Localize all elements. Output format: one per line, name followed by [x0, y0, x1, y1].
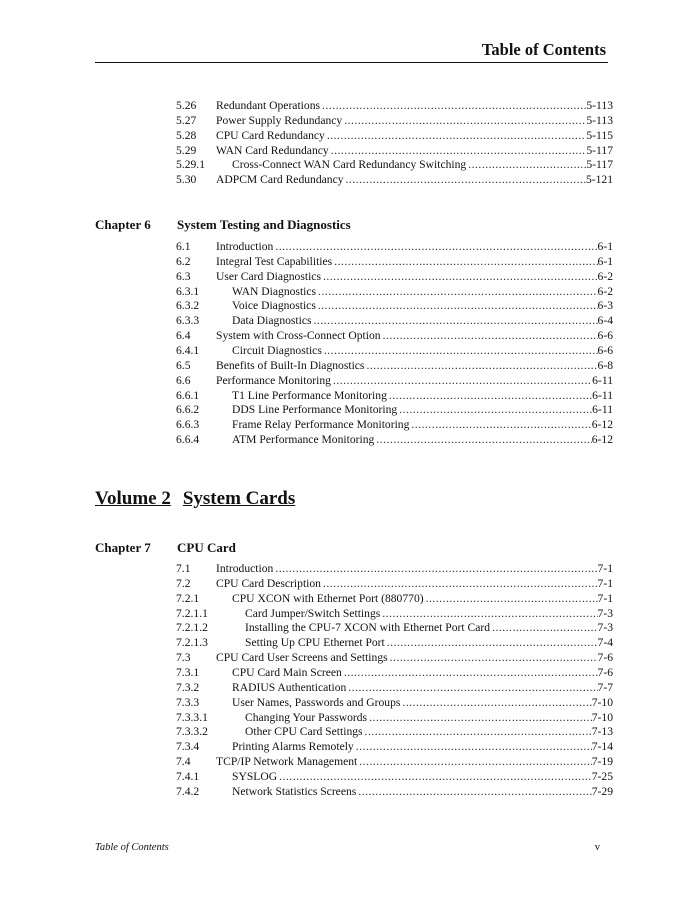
- page-reference[interactable]: 6-12: [591, 433, 613, 447]
- toc-entry[interactable]: [176, 784, 613, 799]
- entry-line: [232, 432, 613, 447]
- section-title[interactable]: RADIUS Authentication: [232, 680, 347, 694]
- section-title[interactable]: Introduction: [216, 562, 274, 575]
- volume-heading: [95, 488, 307, 510]
- section-number: 7.3.1: [176, 665, 200, 679]
- section-number: 6.6.3: [176, 418, 200, 432]
- section-number: 7.3.3.1: [176, 710, 208, 724]
- section-title[interactable]: Installing the CPU-7 XCON with Ethernet Port Card: [245, 621, 491, 635]
- header-rule: [95, 62, 608, 63]
- section-number: 7.3.4: [176, 740, 200, 754]
- dot-leader: [279, 769, 592, 784]
- section-number: 7.3.3: [176, 695, 200, 709]
- page-reference[interactable]: 6-1: [597, 254, 613, 268]
- chapter-title: System Testing and Diagnostics: [177, 217, 351, 232]
- entry-line: [232, 739, 613, 754]
- toc-entry[interactable]: [176, 635, 613, 650]
- page-reference[interactable]: 7-10: [591, 695, 613, 709]
- section-title[interactable]: Redundant Operations: [216, 99, 320, 112]
- toc-entry[interactable]: [176, 620, 613, 635]
- toc-entry[interactable]: [176, 695, 613, 710]
- dot-leader: [468, 157, 586, 172]
- page-reference[interactable]: 6-12: [591, 418, 613, 432]
- section-title[interactable]: CPU Card Main Screen: [232, 665, 342, 679]
- dot-leader: [365, 724, 592, 739]
- section-title[interactable]: Integral Test Capabilities: [216, 254, 333, 268]
- chapter-title: CPU Card: [177, 540, 236, 555]
- toc-entry[interactable]: [176, 680, 613, 695]
- section-number: 6.5: [176, 358, 191, 372]
- page-reference[interactable]: 7-6: [597, 665, 613, 679]
- page-reference[interactable]: 6-4: [597, 314, 613, 328]
- page-reference[interactable]: 7-1: [597, 562, 613, 575]
- chapter-label: Chapter 7: [95, 540, 151, 555]
- entry-line: [232, 157, 613, 172]
- dot-leader: [324, 343, 598, 358]
- page-reference[interactable]: 6-8: [597, 358, 613, 372]
- toc-entry[interactable]: [176, 172, 613, 187]
- page-reference[interactable]: 7-7: [597, 680, 613, 694]
- page-reference[interactable]: 7-25: [591, 769, 613, 783]
- section-title[interactable]: CPU Card Description: [216, 576, 321, 590]
- section-number: 6.4.1: [176, 343, 200, 357]
- section-number: 6.1: [176, 240, 191, 253]
- page-reference[interactable]: 5-113: [586, 113, 613, 127]
- dot-leader: [275, 239, 597, 254]
- page-reference[interactable]: 6-1: [597, 240, 613, 253]
- toc-entry[interactable]: [176, 710, 613, 725]
- dot-leader: [366, 358, 597, 373]
- page-reference[interactable]: 7-19: [591, 755, 613, 769]
- page-reference[interactable]: 7-3: [597, 606, 613, 620]
- section-number: 6.3.3: [176, 314, 200, 328]
- section-number: 6.3.2: [176, 299, 200, 313]
- toc-entry[interactable]: [176, 328, 613, 343]
- entry-line: [232, 343, 613, 358]
- page-reference[interactable]: 7-1: [597, 591, 613, 605]
- entry-line: [232, 298, 613, 313]
- section-number: 7.3.2: [176, 680, 200, 694]
- entry-line: [216, 358, 613, 373]
- toc-entry[interactable]: [176, 650, 613, 665]
- entry-line: [232, 695, 613, 710]
- entry-line: [216, 328, 613, 343]
- entry-line: [232, 313, 613, 328]
- dot-leader: [359, 754, 591, 769]
- footer-page-number: v: [594, 842, 600, 853]
- dot-leader: [383, 328, 598, 343]
- page-reference[interactable]: 5-121: [585, 173, 613, 187]
- entry-line: [232, 665, 613, 680]
- dot-leader: [314, 313, 598, 328]
- dot-leader: [344, 113, 586, 128]
- section-title[interactable]: Benefits of Built-In Diagnostics: [216, 358, 365, 372]
- footer-title: Table of Contents: [95, 842, 169, 853]
- toc-entry[interactable]: [176, 254, 613, 269]
- dot-leader: [333, 373, 592, 388]
- toc-entry[interactable]: [176, 769, 613, 784]
- section-number: 6.2: [176, 254, 191, 268]
- section-title[interactable]: Other CPU Card Settings: [245, 725, 363, 739]
- section-number: 6.6.2: [176, 403, 200, 417]
- section-title[interactable]: User Names, Passwords and Groups: [232, 695, 401, 709]
- entry-line: [216, 754, 613, 769]
- entry-line: [232, 417, 613, 432]
- toc-entry[interactable]: [176, 576, 613, 591]
- dot-leader: [348, 680, 597, 695]
- section-title[interactable]: User Card Diagnostics: [216, 269, 321, 283]
- section-number: 7.3.3.2: [176, 725, 208, 739]
- dot-leader: [331, 143, 587, 158]
- header-title: Table of Contents: [481, 40, 606, 59]
- entry-line: [232, 284, 613, 299]
- page-reference[interactable]: 6-11: [592, 388, 613, 402]
- toc-entry[interactable]: [176, 561, 613, 576]
- section-title[interactable]: Performance Monitoring: [216, 373, 331, 387]
- entry-line: [245, 724, 613, 739]
- entry-line: [216, 128, 613, 143]
- section-title[interactable]: CPU Card User Screens and Settings: [216, 651, 388, 665]
- section-title[interactable]: Voice Diagnostics: [232, 299, 316, 313]
- section-number: 6.4: [176, 329, 191, 343]
- dot-leader: [411, 417, 591, 432]
- toc-entry[interactable]: [176, 269, 613, 284]
- volume-label: Volume 2: [95, 488, 171, 509]
- chapter-label: Chapter 6: [95, 217, 151, 232]
- dot-leader: [334, 254, 597, 269]
- entry-line: [245, 635, 613, 650]
- page-reference[interactable]: 7-13: [591, 725, 613, 739]
- dot-leader: [318, 284, 597, 299]
- entry-line: [216, 172, 613, 187]
- page-reference[interactable]: 6-2: [597, 284, 613, 298]
- entry-line: [232, 769, 613, 784]
- page-reference[interactable]: 6-11: [592, 403, 613, 417]
- entry-line: [245, 620, 613, 635]
- section-title[interactable]: SYSLOG: [232, 769, 278, 783]
- entry-line: [232, 388, 613, 403]
- dot-leader: [402, 695, 591, 710]
- section-title[interactable]: Changing Your Passwords: [245, 710, 368, 724]
- entry-line: [216, 143, 613, 158]
- dot-leader: [382, 606, 597, 621]
- dot-leader: [318, 298, 598, 313]
- section-title[interactable]: WAN Diagnostics: [232, 284, 317, 298]
- section-title[interactable]: T1 Line Performance Monitoring: [232, 388, 387, 402]
- section-number: 7.2.1: [176, 591, 200, 605]
- entry-line: [216, 650, 613, 665]
- entry-line: [245, 606, 613, 621]
- section-title[interactable]: TCP/IP Network Management: [216, 755, 358, 769]
- page-reference[interactable]: 5-117: [586, 158, 613, 172]
- section-title[interactable]: ATM Performance Monitoring: [232, 433, 375, 447]
- toc-entry[interactable]: [176, 665, 613, 680]
- page-reference[interactable]: 6-6: [597, 343, 613, 357]
- page-reference[interactable]: 6-2: [597, 269, 613, 283]
- toc-entry[interactable]: [176, 284, 613, 299]
- section-number: 5.27: [176, 113, 197, 127]
- dot-leader: [358, 784, 591, 799]
- section-title[interactable]: CPU XCON with Ethernet Port (880770): [232, 591, 424, 605]
- entry-line: [216, 373, 613, 388]
- entry-line: [216, 98, 613, 113]
- section-number: 6.6.4: [176, 433, 200, 447]
- page-reference[interactable]: 6-6: [597, 329, 613, 343]
- section-number: 7.3: [176, 651, 191, 665]
- section-title[interactable]: DDS Line Performance Monitoring: [232, 403, 398, 417]
- toc-entry[interactable]: [176, 388, 613, 403]
- page-reference[interactable]: 5-117: [586, 143, 613, 157]
- section-number: 5.29: [176, 143, 197, 157]
- toc-entry[interactable]: [176, 591, 613, 606]
- page-reference[interactable]: 7-4: [597, 636, 613, 650]
- toc-entry[interactable]: [176, 358, 613, 373]
- section-title[interactable]: Cross-Connect WAN Card Redundancy Switching: [232, 158, 467, 172]
- entry-line: [216, 239, 613, 254]
- entry-line: [216, 254, 613, 269]
- dot-leader: [399, 402, 592, 417]
- dot-leader: [356, 739, 592, 754]
- toc-entry[interactable]: [176, 98, 613, 113]
- dot-leader: [369, 710, 592, 725]
- toc-entry[interactable]: [176, 128, 613, 143]
- toc-entry[interactable]: [176, 239, 613, 254]
- entry-line: [232, 680, 613, 695]
- section-title[interactable]: Power Supply Redundancy: [216, 113, 343, 127]
- section-title[interactable]: ADPCM Card Redundancy: [216, 173, 344, 187]
- section-number: 7.2.1.1: [176, 606, 208, 620]
- section-number: 7.2.1.2: [176, 621, 208, 635]
- toc-entry[interactable]: [176, 313, 613, 328]
- toc-entry[interactable]: [176, 143, 613, 158]
- entry-line: [216, 561, 613, 576]
- toc-entry[interactable]: [176, 432, 613, 447]
- toc-entry[interactable]: [176, 373, 613, 388]
- dot-leader: [322, 98, 586, 113]
- entry-line: [232, 402, 613, 417]
- section-number: 7.4.2: [176, 784, 200, 798]
- entry-line: [232, 784, 613, 799]
- entry-line: [232, 591, 613, 606]
- section-title[interactable]: Frame Relay Performance Monitoring: [232, 418, 410, 432]
- section-number: 5.29.1: [176, 158, 205, 172]
- section-title[interactable]: Data Diagnostics: [232, 314, 312, 328]
- page-reference[interactable]: 6-11: [592, 373, 613, 387]
- section-number: 6.3.1: [176, 284, 200, 298]
- section-title[interactable]: Circuit Diagnostics: [232, 343, 322, 357]
- dot-leader: [275, 561, 597, 576]
- page-reference[interactable]: 5-113: [586, 99, 613, 112]
- entry-line: [216, 576, 613, 591]
- section-number: 6.6.1: [176, 388, 200, 402]
- toc-entry[interactable]: [176, 157, 613, 172]
- page-reference[interactable]: 7-3: [597, 621, 613, 635]
- section-number: 5.28: [176, 128, 197, 142]
- dot-leader: [387, 635, 598, 650]
- dot-leader: [426, 591, 598, 606]
- toc-entry[interactable]: [176, 343, 613, 358]
- toc-entry[interactable]: [176, 739, 613, 754]
- section-number: 7.4: [176, 755, 191, 769]
- volume-title: System Cards: [182, 488, 296, 509]
- entry-line: [245, 710, 613, 725]
- section-title[interactable]: Card Jumper/Switch Settings: [245, 606, 381, 620]
- toc-entry[interactable]: [176, 724, 613, 739]
- page-reference[interactable]: 7-29: [591, 784, 613, 798]
- page-reference[interactable]: 7-10: [591, 710, 613, 724]
- dot-leader: [327, 128, 587, 143]
- toc-entry[interactable]: [176, 402, 613, 417]
- dot-leader: [389, 388, 592, 403]
- section-title[interactable]: Introduction: [216, 240, 274, 253]
- section-number: 5.30: [176, 173, 197, 187]
- page-reference[interactable]: 5-115: [586, 128, 613, 142]
- section-number: 7.2: [176, 576, 191, 590]
- section-title[interactable]: Printing Alarms Remotely: [232, 740, 354, 754]
- section-number: 7.1: [176, 562, 191, 575]
- toc-entry[interactable]: [176, 754, 613, 769]
- dot-leader: [376, 432, 591, 447]
- page-reference[interactable]: 6-3: [597, 299, 613, 313]
- section-number: 6.3: [176, 269, 191, 283]
- toc-entry[interactable]: [176, 417, 613, 432]
- dot-leader: [323, 576, 598, 591]
- section-number: 7.2.1.3: [176, 636, 208, 650]
- section-title[interactable]: Network Statistics Screens: [232, 784, 357, 798]
- entry-line: [216, 269, 613, 284]
- toc-entry[interactable]: [176, 298, 613, 313]
- section-title[interactable]: Setting Up CPU Ethernet Port: [245, 636, 385, 650]
- dot-leader: [346, 172, 586, 187]
- section-number: 7.4.1: [176, 769, 200, 783]
- toc-entry[interactable]: [176, 606, 613, 621]
- toc-entry[interactable]: [176, 113, 613, 128]
- page-reference[interactable]: 7-14: [591, 740, 613, 754]
- dot-leader: [323, 269, 598, 284]
- page-reference[interactable]: 7-1: [597, 576, 613, 590]
- section-number: 5.26: [176, 99, 197, 112]
- entry-line: [216, 113, 613, 128]
- section-title[interactable]: WAN Card Redundancy: [216, 143, 329, 157]
- dot-leader: [390, 650, 598, 665]
- dot-leader: [344, 665, 598, 680]
- dot-leader: [492, 620, 597, 635]
- page-reference[interactable]: 7-6: [597, 651, 613, 665]
- section-number: 6.6: [176, 373, 191, 387]
- section-title[interactable]: System with Cross-Connect Option: [216, 329, 381, 343]
- section-title[interactable]: CPU Card Redundancy: [216, 128, 325, 142]
